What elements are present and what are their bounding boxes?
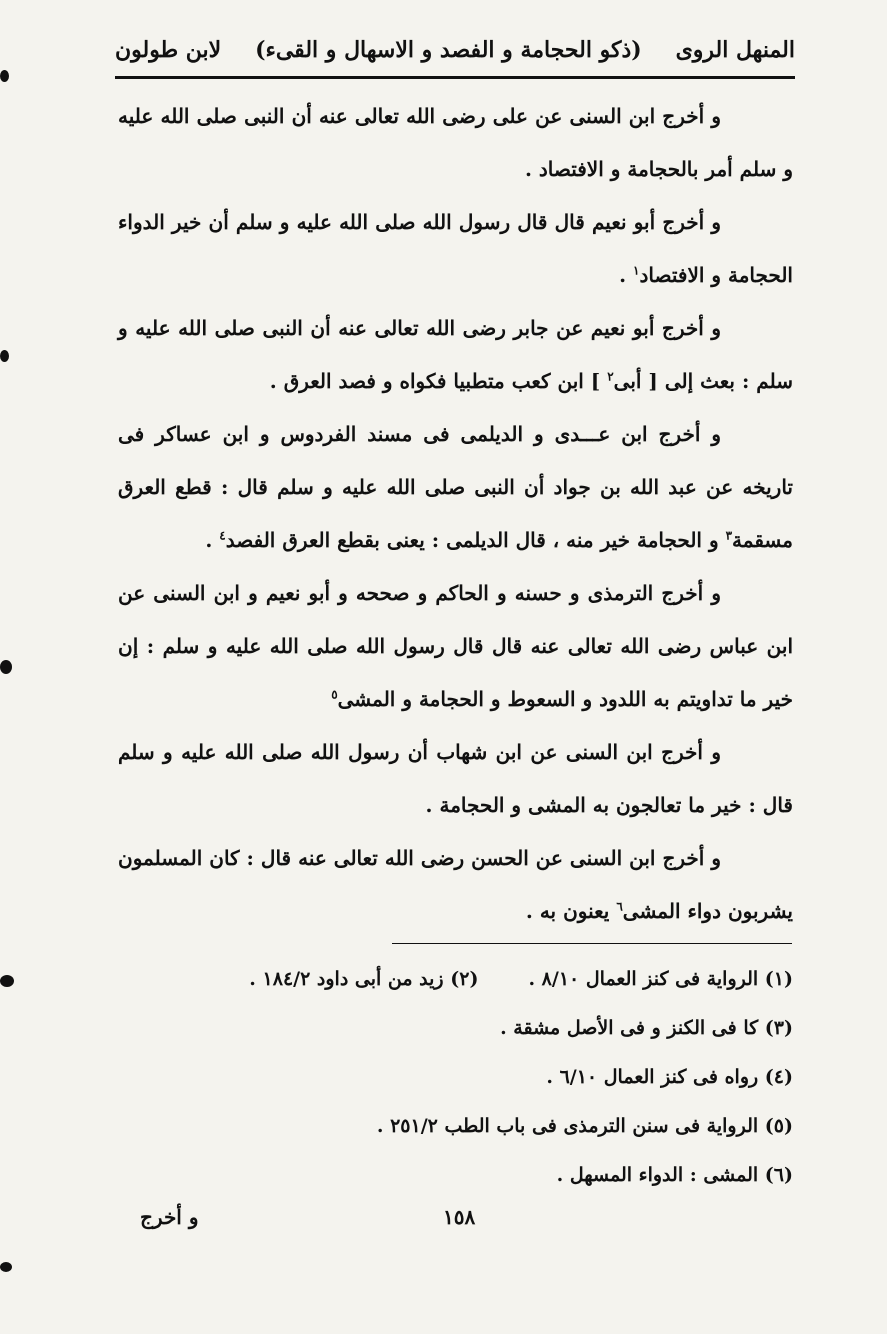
- paragraph: و أخرج أبو نعيم عن جابر رضى الله تعالى عنه أن النبى صلى الله عليه و سلم : بعث إلى [ أبى$^٢$ ] ابن كعب متطبيا فكواه و فصد العرق .: [118, 316, 793, 393]
- footnote: (١) الرواية فى كنز العمال ٨/١٠ .: [528, 968, 793, 990]
- paragraph: و أخرج ابن السنى عن ابن شهاب أن رسول الله صلى الله عليه و سلم قال : خير ما تعالجون به المشى و الحجامة .: [118, 740, 793, 817]
- binding-hole-mark: [0, 70, 9, 82]
- binding-hole-mark: [0, 1262, 12, 1272]
- paragraph: و أخرج ابن السنى عن الحسن رضى الله تعالى عنه قال : كان المسلمون يشربون دواء المشى$^٦$ يعنون به .: [118, 846, 793, 923]
- paragraph: و أخرج ابن عـــدى و الديلمى فى مسند الفردوس و ابن عساكر فى تاريخه عن عبد الله بن جواد أن النبى صلى الله عليه و سلم قال : قطع العرق مسقمة$^٣$ و الحجامة خير منه ، قال الديلمى : يعنى بقطع العرق الفصد$^٤$ .: [118, 422, 793, 552]
- page-number: ١٥٨: [443, 1205, 476, 1229]
- footnote-ref: ٦: [616, 899, 623, 914]
- footnote: (٤) رواه فى كنز العمال ٦/١٠ .: [546, 1066, 793, 1088]
- binding-hole-mark: [0, 975, 14, 987]
- footnote-rule: [392, 943, 792, 944]
- footnote-line: [130, 1053, 793, 1102]
- footnote-line: [130, 1004, 793, 1053]
- footnote-line: [130, 1151, 793, 1200]
- footnote-ref: ٤: [219, 528, 226, 543]
- page-footer: [140, 1205, 800, 1245]
- footnote-ref: ٢: [607, 369, 614, 384]
- catchword: و أخرج: [140, 1205, 199, 1229]
- running-header: [115, 28, 795, 72]
- paragraph: و أخرج الترمذى و حسنه و الحاكم و صححه و أبو نعيم و ابن السنى عن ابن عباس رضى الله تعالى عنه قال قال رسول الله صلى الله عليه و سلم : إن خير ما تداويتم به اللدود و السعوط و الحجامة و المشى$^٥$: [118, 581, 793, 711]
- book-title: المنهل الروى: [675, 37, 795, 63]
- binding-hole-mark: [0, 350, 9, 362]
- footnote-ref: ٣: [725, 528, 733, 543]
- header-rule: [115, 76, 795, 79]
- footnote: (٦) المشى : الدواء المسهل .: [556, 1164, 793, 1186]
- footnote: (٣) كا فى الكنز و فى الأصل مشقة .: [500, 1017, 793, 1039]
- footnote-ref: ٥: [331, 687, 338, 702]
- paragraph: و أخرج أبو نعيم قال قال رسول الله صلى الله عليه و سلم أن خير الدواء الحجامة و الافتصاد$^١$ .: [118, 210, 793, 287]
- footnote: (٥) الرواية فى سنن الترمذى فى باب الطب ٢٥١/٢ .: [376, 1115, 793, 1137]
- footnote-ref: ١: [633, 263, 640, 278]
- footnote-line: [130, 955, 793, 1004]
- author-name: لابن طولون: [115, 37, 222, 63]
- footnote: (٢) زيد من أبى داود ١٨٤/٢ .: [249, 968, 479, 990]
- footnote-line: [130, 1102, 793, 1151]
- paragraph: و أخرج ابن السنى عن على رضى الله تعالى عنه أن النبى صلى الله عليه و سلم أمر بالحجامة و الافتصاد .: [118, 104, 793, 181]
- footnotes: [130, 955, 793, 1200]
- main-text: [118, 90, 793, 938]
- binding-hole-mark: [0, 660, 12, 674]
- section-title: (ذكو الحجامة و الفصد و الاسهال و القىء): [255, 37, 642, 63]
